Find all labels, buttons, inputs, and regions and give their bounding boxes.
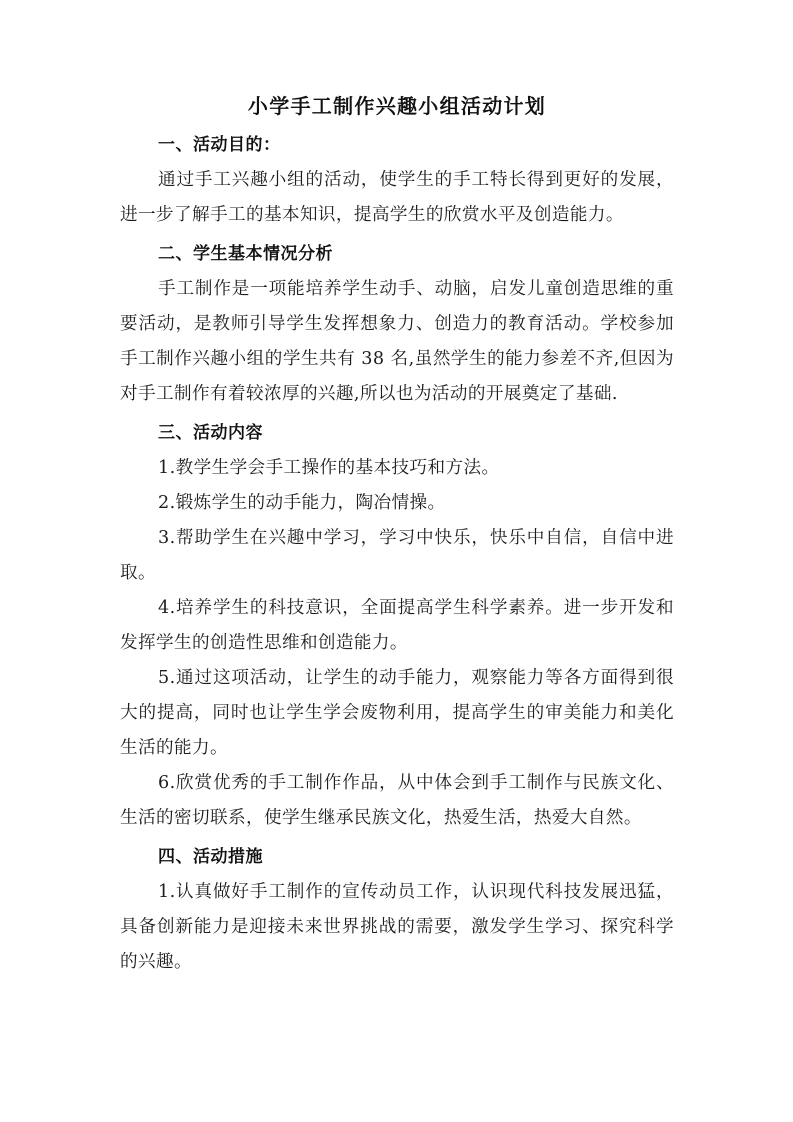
section-heading: 二、学生基本情况分析 — [158, 244, 333, 264]
list-item: 1.教学生学会手工操作的基本技巧和方法。 — [158, 458, 500, 478]
list-item: 1.认真做好手工制作的宣传动员工作，认识现代科技发展迅猛，具备创新能力是迎接未来世界挑战的需要，激发学生学习、探究科学的兴趣。 — [120, 882, 674, 972]
list-item: 5.通过这项活动，让学生的动手能力，观察能力等各方面得到很大的提高，同时也让学生学会废物利用，提高学生的审美能力和美化生活的能力。 — [120, 668, 674, 758]
section-heading: 一、活动目的： — [158, 135, 281, 155]
section-purpose — [120, 128, 674, 233]
list-item: 2.锻炼学生的动手能力，陶冶情操。 — [158, 493, 446, 513]
section-student-analysis — [120, 237, 674, 412]
list-item: 3.帮助学生在兴趣中学习，学习中快乐，快乐中自信，自信中进取。 — [120, 528, 674, 583]
section-activity-content — [120, 416, 674, 836]
list-item: 6.欣赏优秀的手工制作作品，从中体会到手工制作与民族文化、生活的密切联系，使学生继承民族文化，热爱生活，热爱大自然。 — [120, 773, 674, 828]
section-activity-measures — [120, 840, 674, 980]
paragraph: 手工制作是一项能培养学生动手、动脑，启发儿童创造思维的重要活动，是教师引导学生发挥想象力、创造力的教育活动。学校参加手工制作兴趣小组的学生共有 38 名,虽然学生的能力参差不齐,但因为对手工制作有着较浓厚的兴趣,所以也为活动的开展奠定了基础. — [120, 279, 674, 404]
paragraph: 通过手工兴趣小组的活动，使学生的手工特长得到更好的发展，进一步了解手工的基本知识，提高学生的欣赏水平及创造能力。 — [120, 170, 674, 225]
section-heading: 四、活动措施 — [158, 847, 263, 867]
document-title: 小学手工制作兴趣小组活动计划 — [247, 94, 547, 118]
document-page — [120, 92, 674, 980]
section-heading: 三、活动内容 — [158, 423, 263, 443]
list-item: 4.培养学生的科技意识，全面提高学生科学素养。进一步开发和发挥学生的创造性思维和创造能力。 — [120, 598, 674, 653]
